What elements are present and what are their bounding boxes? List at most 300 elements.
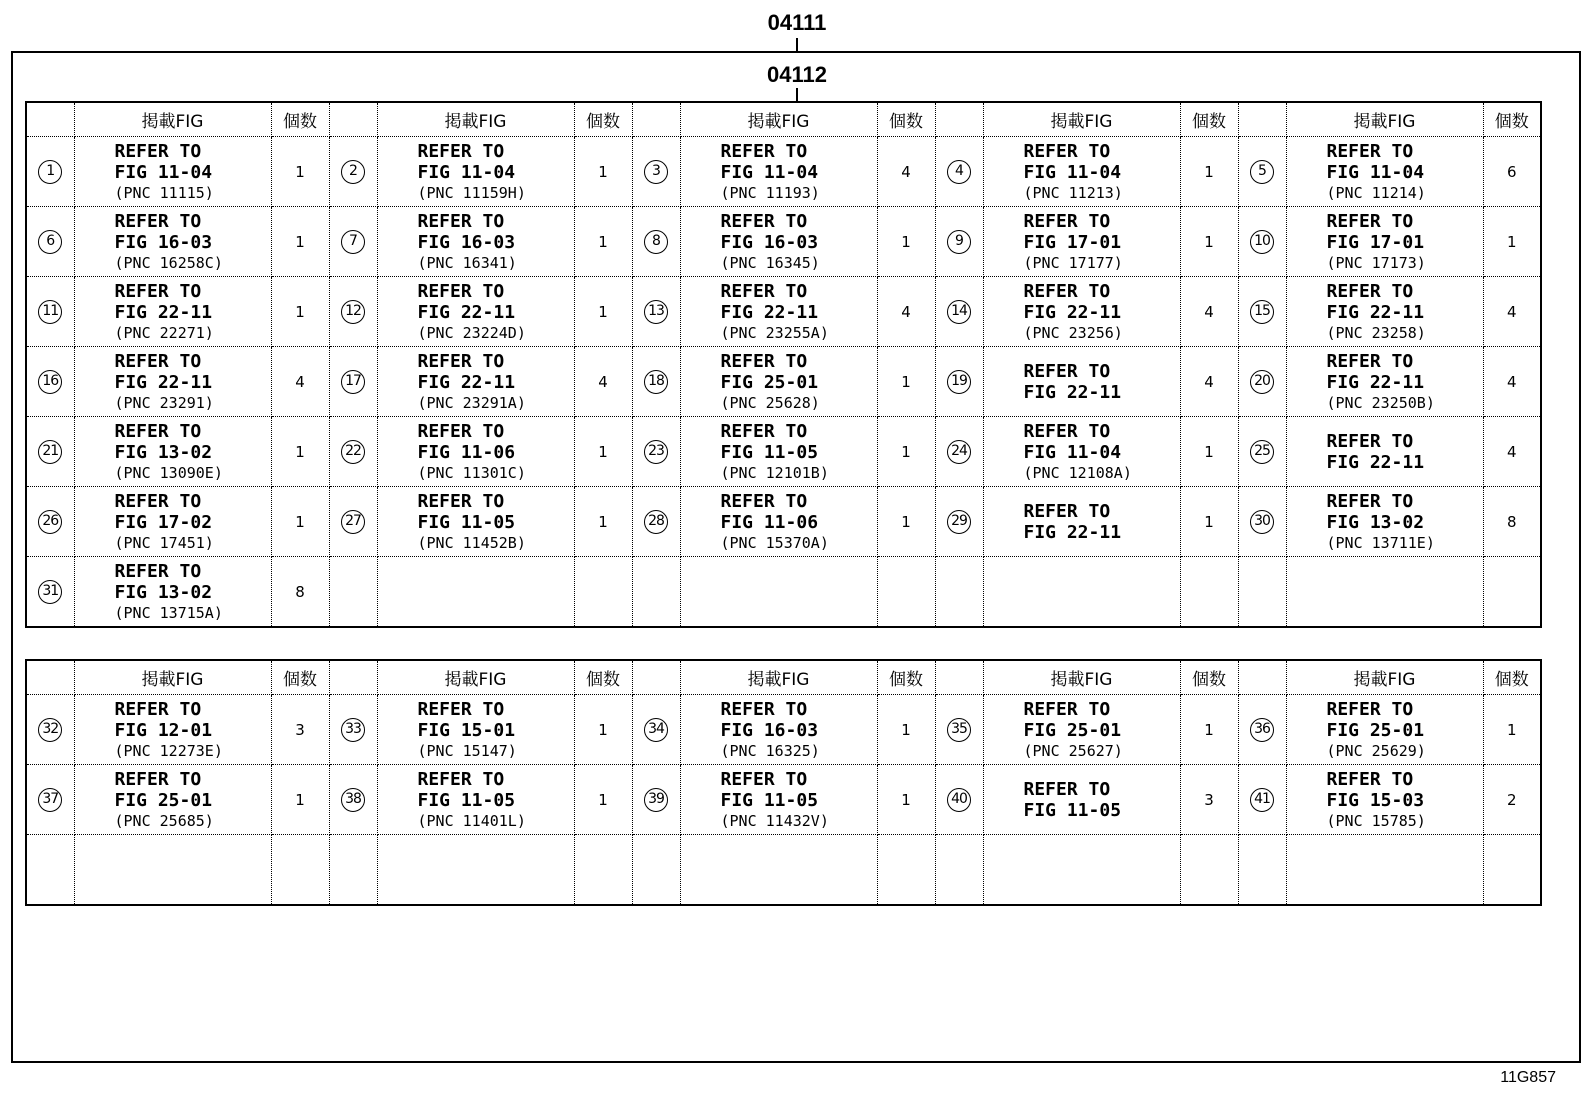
pnc-number: (PNC 11301C) — [417, 463, 526, 482]
pnc-number: (PNC 11432V) — [720, 811, 829, 830]
header-index — [329, 102, 377, 137]
pnc-number: (PNC 23224D) — [417, 323, 526, 342]
pnc-number: (PNC 13090E) — [114, 463, 223, 482]
item-callout-number: 3 — [644, 160, 668, 184]
refer-to-text: REFER TO — [720, 768, 808, 790]
item-callout-number: 36 — [1250, 718, 1274, 742]
fig-number: FIG 11-05 — [417, 789, 516, 811]
item-number-cell — [329, 347, 377, 417]
quantity-cell: 1 — [1180, 487, 1238, 557]
refer-to-text: REFER TO — [1023, 500, 1111, 522]
reference-cell — [74, 137, 271, 207]
header-qty: 個数 — [574, 660, 632, 695]
item-number-cell — [329, 835, 377, 906]
item-number-cell — [935, 417, 983, 487]
item-callout-number: 26 — [38, 510, 62, 534]
refer-to-text: REFER TO — [417, 420, 505, 442]
reference-cell — [680, 487, 877, 557]
quantity-cell: 1 — [1483, 207, 1541, 277]
item-callout-number: 8 — [644, 230, 668, 254]
refer-to-text: REFER TO — [114, 490, 202, 512]
pnc-number: (PNC 25627) — [1023, 741, 1123, 760]
item-callout-number: 13 — [644, 300, 668, 324]
header-qty: 個数 — [574, 102, 632, 137]
item-number-cell — [26, 137, 74, 207]
refer-to-text: REFER TO — [417, 490, 505, 512]
reference-cell — [983, 207, 1180, 277]
item-number-cell — [1238, 835, 1286, 906]
refer-to-text: REFER TO — [114, 698, 202, 720]
reference-cell — [74, 277, 271, 347]
refer-to-text: REFER TO — [1023, 280, 1111, 302]
item-number-cell — [935, 765, 983, 835]
fig-number: FIG 25-01 — [114, 789, 213, 811]
item-callout-number: 23 — [644, 440, 668, 464]
fig-number: FIG 13-02 — [1326, 511, 1425, 533]
refer-to-text: REFER TO — [1023, 140, 1111, 162]
table-row — [26, 487, 1541, 557]
pnc-number: (PNC 15370A) — [720, 533, 829, 552]
figure-code: 11G857 — [1500, 1069, 1556, 1086]
fig-number: FIG 22-11 — [720, 301, 819, 323]
fig-number: FIG 22-11 — [1023, 301, 1122, 323]
quantity-cell: 1 — [877, 695, 935, 765]
reference-cell — [680, 417, 877, 487]
header-qty: 個数 — [877, 102, 935, 137]
header-fig: 掲載FIG — [1286, 102, 1483, 137]
quantity-cell — [1180, 557, 1238, 628]
pnc-number: (PNC 25629) — [1326, 741, 1426, 760]
refer-to-text: REFER TO — [114, 560, 202, 582]
fig-number: FIG 11-06 — [720, 511, 819, 533]
item-callout-number: 32 — [38, 718, 62, 742]
pnc-number: (PNC 12273E) — [114, 741, 223, 760]
fig-number: FIG 11-05 — [720, 789, 819, 811]
item-number-cell — [935, 207, 983, 277]
quantity-cell — [574, 835, 632, 906]
reference-cell — [1286, 137, 1483, 207]
pnc-number: (PNC 11115) — [114, 183, 214, 202]
header-index — [329, 660, 377, 695]
reference-cell — [680, 277, 877, 347]
item-callout-number: 21 — [38, 440, 62, 464]
sub-assembly-ref-number: 04112 — [767, 62, 827, 87]
header-qty: 個数 — [1180, 660, 1238, 695]
quantity-cell: 4 — [877, 137, 935, 207]
leader-line — [796, 38, 798, 52]
refer-to-text: REFER TO — [1326, 698, 1414, 720]
refer-to-text: REFER TO — [720, 210, 808, 232]
pnc-number: (PNC 11213) — [1023, 183, 1123, 202]
item-callout-number: 1 — [38, 160, 62, 184]
header-index — [26, 102, 74, 137]
fig-number: FIG 22-11 — [1023, 521, 1122, 543]
quantity-cell: 4 — [1483, 417, 1541, 487]
reference-cell — [377, 557, 574, 628]
reference-cell — [680, 207, 877, 277]
refer-to-text: REFER TO — [720, 140, 808, 162]
reference-cell — [74, 765, 271, 835]
reference-cell — [74, 417, 271, 487]
table-row — [26, 765, 1541, 835]
fig-number: FIG 25-01 — [720, 371, 819, 393]
quantity-cell — [271, 835, 329, 906]
quantity-cell: 1 — [877, 347, 935, 417]
reference-cell — [983, 417, 1180, 487]
item-number-cell — [632, 277, 680, 347]
item-number-cell — [26, 277, 74, 347]
item-number-cell — [935, 277, 983, 347]
item-callout-number: 37 — [38, 788, 62, 812]
fig-number: FIG 17-01 — [1326, 231, 1425, 253]
fig-number: FIG 22-11 — [1023, 381, 1122, 403]
fig-number: FIG 11-04 — [1023, 441, 1122, 463]
quantity-cell: 1 — [877, 487, 935, 557]
refer-to-text: REFER TO — [114, 140, 202, 162]
reference-cell — [1286, 695, 1483, 765]
reference-cell — [983, 557, 1180, 628]
item-number-cell — [329, 695, 377, 765]
reference-cell — [1286, 765, 1483, 835]
refer-to-text: REFER TO — [1326, 430, 1414, 452]
fig-number: FIG 11-05 — [720, 441, 819, 463]
item-number-cell — [26, 417, 74, 487]
reference-cell — [377, 695, 574, 765]
refer-to-text: REFER TO — [417, 768, 505, 790]
refer-to-text: REFER TO — [1326, 350, 1414, 372]
quantity-cell: 4 — [1180, 277, 1238, 347]
item-callout-number: 22 — [341, 440, 365, 464]
refer-to-text: REFER TO — [417, 210, 505, 232]
item-callout-number: 19 — [947, 370, 971, 394]
pnc-number: (PNC 11214) — [1326, 183, 1426, 202]
item-callout-number: 14 — [947, 300, 971, 324]
quantity-cell: 1 — [877, 417, 935, 487]
item-number-cell — [935, 487, 983, 557]
pnc-number: (PNC 23258) — [1326, 323, 1426, 342]
item-callout-number: 4 — [947, 160, 971, 184]
header-index — [1238, 660, 1286, 695]
pnc-number: (PNC 17173) — [1326, 253, 1426, 272]
refer-to-text: REFER TO — [1326, 490, 1414, 512]
item-callout-number: 38 — [341, 788, 365, 812]
fig-number: FIG 25-01 — [1326, 719, 1425, 741]
item-number-cell — [329, 417, 377, 487]
reference-cell — [983, 137, 1180, 207]
fig-number: FIG 11-04 — [417, 161, 516, 183]
reference-cell — [1286, 557, 1483, 628]
quantity-cell: 2 — [1483, 765, 1541, 835]
quantity-cell: 1 — [271, 137, 329, 207]
table-row — [26, 137, 1541, 207]
header-qty: 個数 — [1483, 660, 1541, 695]
reference-cell — [1286, 835, 1483, 906]
item-number-cell — [329, 277, 377, 347]
fig-number: FIG 15-01 — [417, 719, 516, 741]
item-number-cell — [935, 347, 983, 417]
item-number-cell — [1238, 487, 1286, 557]
reference-cell — [74, 207, 271, 277]
quantity-cell: 1 — [271, 417, 329, 487]
header-fig: 掲載FIG — [680, 660, 877, 695]
refer-to-text: REFER TO — [114, 768, 202, 790]
table-row — [26, 835, 1541, 906]
refer-to-text: REFER TO — [720, 490, 808, 512]
item-number-cell — [1238, 557, 1286, 628]
header-row — [26, 102, 1541, 137]
item-callout-number: 20 — [1250, 370, 1274, 394]
table-row — [26, 347, 1541, 417]
item-callout-number: 25 — [1250, 440, 1274, 464]
reference-cell — [377, 835, 574, 906]
pnc-number: (PNC 15147) — [417, 741, 517, 760]
table-row — [26, 417, 1541, 487]
refer-to-text: REFER TO — [1023, 778, 1111, 800]
header-index — [935, 660, 983, 695]
fig-number: FIG 17-01 — [1023, 231, 1122, 253]
fig-number: FIG 22-11 — [1326, 301, 1425, 323]
pnc-number: (PNC 12101B) — [720, 463, 829, 482]
pnc-number: (PNC 17451) — [114, 533, 214, 552]
quantity-cell: 1 — [1180, 207, 1238, 277]
item-number-cell — [632, 765, 680, 835]
item-number-cell — [1238, 765, 1286, 835]
pnc-number: (PNC 11159H) — [417, 183, 526, 202]
reference-cell — [74, 487, 271, 557]
header-fig: 掲載FIG — [377, 102, 574, 137]
header-fig: 掲載FIG — [74, 102, 271, 137]
reference-cell — [680, 835, 877, 906]
item-number-cell — [935, 835, 983, 906]
quantity-cell: 4 — [271, 347, 329, 417]
item-number-cell — [26, 835, 74, 906]
item-callout-number: 12 — [341, 300, 365, 324]
item-callout-number: 35 — [947, 718, 971, 742]
item-number-cell — [632, 695, 680, 765]
reference-cell — [680, 695, 877, 765]
quantity-cell — [1180, 835, 1238, 906]
header-index — [935, 102, 983, 137]
quantity-cell: 1 — [574, 417, 632, 487]
refer-to-text: REFER TO — [417, 350, 505, 372]
table-row — [26, 557, 1541, 628]
refer-to-text: REFER TO — [720, 698, 808, 720]
refer-to-text: REFER TO — [114, 280, 202, 302]
header-fig: 掲載FIG — [1286, 660, 1483, 695]
item-callout-number: 40 — [947, 788, 971, 812]
refer-to-text: REFER TO — [417, 140, 505, 162]
item-callout-number: 28 — [644, 510, 668, 534]
item-callout-number: 6 — [38, 230, 62, 254]
reference-cell — [680, 557, 877, 628]
quantity-cell: 1 — [574, 207, 632, 277]
pnc-number: (PNC 13711E) — [1326, 533, 1435, 552]
quantity-cell: 1 — [271, 207, 329, 277]
pnc-number: (PNC 17177) — [1023, 253, 1123, 272]
item-callout-number: 31 — [38, 580, 62, 604]
item-number-cell — [1238, 417, 1286, 487]
fig-number: FIG 22-11 — [1326, 371, 1425, 393]
quantity-cell — [877, 835, 935, 906]
refer-to-text: REFER TO — [720, 420, 808, 442]
header-index — [632, 660, 680, 695]
quantity-cell: 1 — [271, 487, 329, 557]
header-fig: 掲載FIG — [74, 660, 271, 695]
item-number-cell — [632, 137, 680, 207]
item-number-cell — [26, 765, 74, 835]
header-qty: 個数 — [1483, 102, 1541, 137]
fig-number: FIG 15-03 — [1326, 789, 1425, 811]
item-number-cell — [26, 487, 74, 557]
item-callout-number: 7 — [341, 230, 365, 254]
fig-number: FIG 11-04 — [114, 161, 213, 183]
fig-number: FIG 13-02 — [114, 581, 213, 603]
item-callout-number: 10 — [1250, 230, 1274, 254]
item-number-cell — [632, 417, 680, 487]
item-callout-number: 29 — [947, 510, 971, 534]
pnc-number: (PNC 16258C) — [114, 253, 223, 272]
quantity-cell: 4 — [1180, 347, 1238, 417]
item-number-cell — [1238, 207, 1286, 277]
header-qty: 個数 — [1180, 102, 1238, 137]
item-callout-number: 17 — [341, 370, 365, 394]
reference-cell — [983, 347, 1180, 417]
quantity-cell: 1 — [1180, 695, 1238, 765]
quantity-cell: 1 — [1483, 695, 1541, 765]
refer-to-text: REFER TO — [1326, 140, 1414, 162]
quantity-cell — [1483, 557, 1541, 628]
reference-cell — [680, 137, 877, 207]
quantity-cell — [574, 557, 632, 628]
reference-cell — [74, 695, 271, 765]
fig-number: FIG 22-11 — [114, 301, 213, 323]
item-callout-number: 30 — [1250, 510, 1274, 534]
fig-number: FIG 16-03 — [417, 231, 516, 253]
header-qty: 個数 — [271, 660, 329, 695]
fig-number: FIG 17-02 — [114, 511, 213, 533]
item-callout-number: 34 — [644, 718, 668, 742]
assembly-ref-number: 04111 — [767, 10, 827, 35]
item-callout-number: 41 — [1250, 788, 1274, 812]
table-row — [26, 207, 1541, 277]
item-number-cell — [1238, 137, 1286, 207]
fig-number: FIG 25-01 — [1023, 719, 1122, 741]
refer-to-text: REFER TO — [1023, 420, 1111, 442]
quantity-cell: 1 — [271, 765, 329, 835]
quantity-cell: 1 — [574, 277, 632, 347]
quantity-cell: 8 — [271, 557, 329, 628]
reference-cell — [1286, 207, 1483, 277]
refer-to-text: REFER TO — [1326, 210, 1414, 232]
pnc-number: (PNC 23256) — [1023, 323, 1123, 342]
reference-cell — [680, 347, 877, 417]
refer-to-text: REFER TO — [417, 280, 505, 302]
pnc-number: (PNC 16341) — [417, 253, 517, 272]
item-callout-number: 18 — [644, 370, 668, 394]
item-callout-number: 24 — [947, 440, 971, 464]
item-callout-number: 15 — [1250, 300, 1274, 324]
reference-cell — [983, 277, 1180, 347]
header-fig: 掲載FIG — [680, 102, 877, 137]
leader-line — [796, 88, 798, 101]
pnc-number: (PNC 16325) — [720, 741, 820, 760]
item-number-cell — [26, 695, 74, 765]
pnc-number: (PNC 11401L) — [417, 811, 526, 830]
fig-number: FIG 11-04 — [1326, 161, 1425, 183]
parts-reference-table — [25, 659, 1542, 906]
reference-cell — [74, 557, 271, 628]
quantity-cell: 1 — [1180, 417, 1238, 487]
item-number-cell — [632, 557, 680, 628]
fig-number: FIG 11-04 — [720, 161, 819, 183]
pnc-number: (PNC 25685) — [114, 811, 214, 830]
item-callout-number: 2 — [341, 160, 365, 184]
pnc-number: (PNC 13715A) — [114, 603, 223, 622]
fig-number: FIG 22-11 — [114, 371, 213, 393]
reference-cell — [680, 765, 877, 835]
item-callout-number: 11 — [38, 300, 62, 324]
reference-cell — [377, 417, 574, 487]
header-qty: 個数 — [271, 102, 329, 137]
quantity-cell: 1 — [877, 765, 935, 835]
fig-number: FIG 16-03 — [720, 719, 819, 741]
quantity-cell: 4 — [574, 347, 632, 417]
quantity-cell: 3 — [271, 695, 329, 765]
fig-number: FIG 13-02 — [114, 441, 213, 463]
reference-cell — [983, 765, 1180, 835]
quantity-cell: 4 — [1483, 347, 1541, 417]
fig-number: FIG 16-03 — [720, 231, 819, 253]
item-number-cell — [26, 347, 74, 417]
refer-to-text: REFER TO — [417, 698, 505, 720]
refer-to-text: REFER TO — [1023, 698, 1111, 720]
refer-to-text: REFER TO — [114, 420, 202, 442]
fig-number: FIG 11-05 — [1023, 799, 1122, 821]
item-number-cell — [632, 835, 680, 906]
quantity-cell: 1 — [574, 765, 632, 835]
reference-cell — [377, 207, 574, 277]
item-number-cell — [632, 347, 680, 417]
header-fig: 掲載FIG — [377, 660, 574, 695]
fig-number: FIG 22-11 — [417, 371, 516, 393]
quantity-cell: 1 — [574, 487, 632, 557]
reference-cell — [983, 487, 1180, 557]
quantity-cell: 1 — [877, 207, 935, 277]
reference-cell — [1286, 277, 1483, 347]
item-number-cell — [1238, 695, 1286, 765]
item-callout-number: 27 — [341, 510, 365, 534]
header-qty: 個数 — [877, 660, 935, 695]
table-row — [26, 695, 1541, 765]
pnc-number: (PNC 12108A) — [1023, 463, 1132, 482]
refer-to-text: REFER TO — [1023, 360, 1111, 382]
refer-to-text: REFER TO — [720, 350, 808, 372]
refer-to-text: REFER TO — [1326, 280, 1414, 302]
item-callout-number: 39 — [644, 788, 668, 812]
fig-number: FIG 11-04 — [1023, 161, 1122, 183]
fig-number: FIG 12-01 — [114, 719, 213, 741]
item-callout-number: 9 — [947, 230, 971, 254]
header-row — [26, 660, 1541, 695]
quantity-cell — [1483, 835, 1541, 906]
reference-cell — [377, 277, 574, 347]
pnc-number: (PNC 16345) — [720, 253, 820, 272]
item-number-cell — [1238, 347, 1286, 417]
quantity-cell: 4 — [1483, 277, 1541, 347]
fig-number: FIG 11-06 — [417, 441, 516, 463]
quantity-cell: 1 — [1180, 137, 1238, 207]
refer-to-text: REFER TO — [114, 210, 202, 232]
